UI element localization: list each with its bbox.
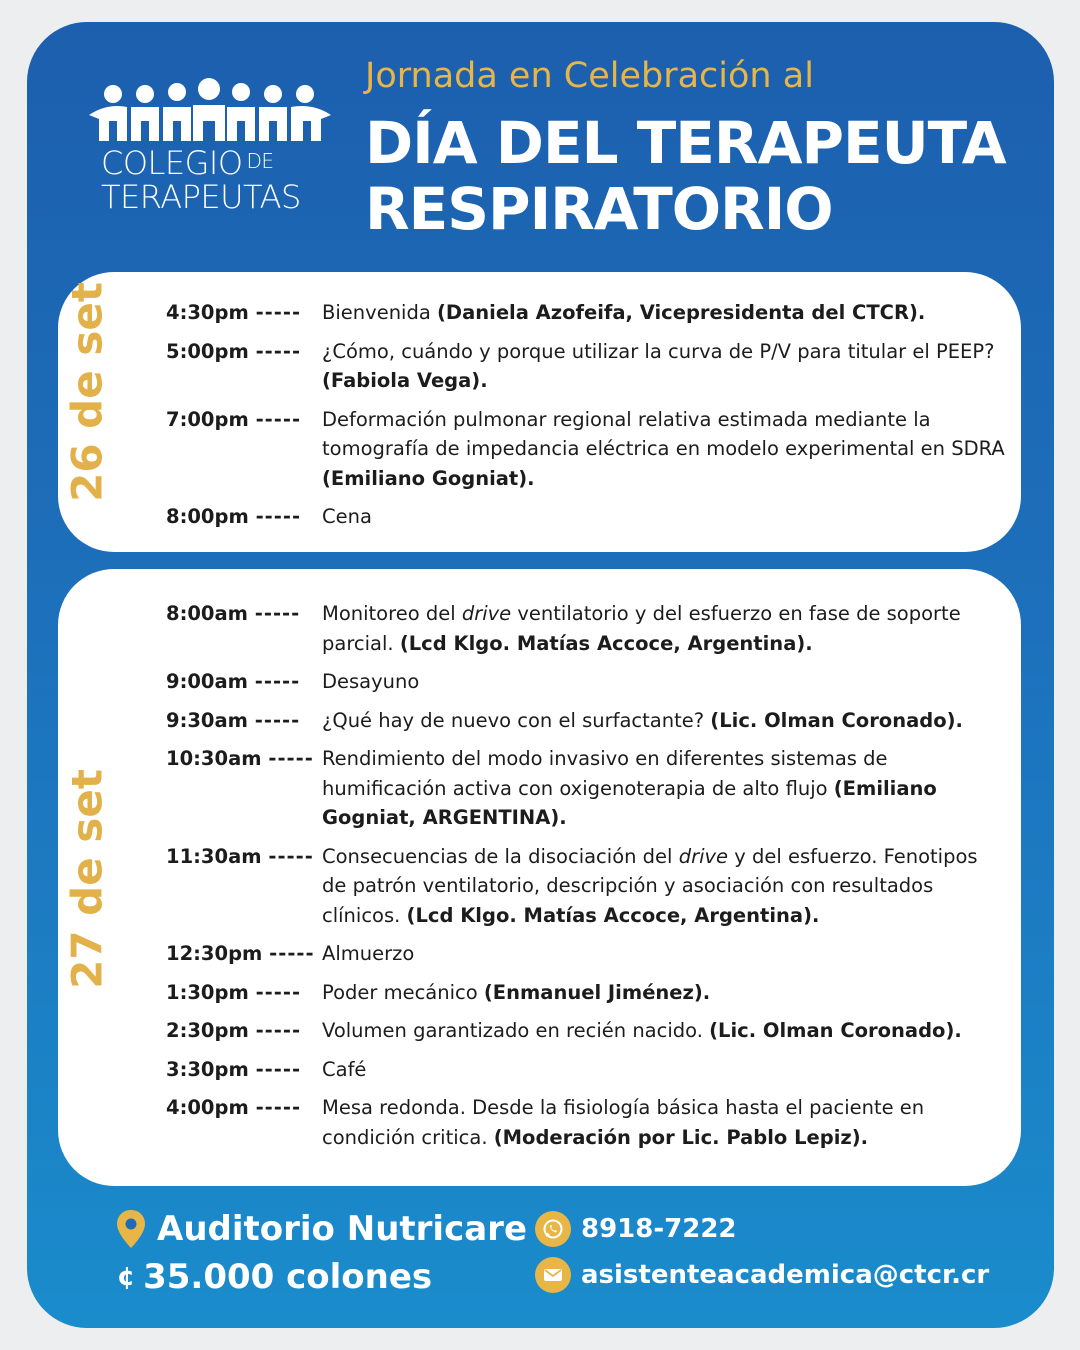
schedule-card-day-2: 27 de set 8:00am ----- Monitoreo del drive ventilatorio y del esfuerzo en fase de soporte parcial. (Lcd Klgo. Matías Accoce, Argentina). 9:00am ----- Desayuno 9:30am ----- ¿Qué hay de nuevo con el surfactante? (Lic. Olman Coronado). 10:30am ----- Rendimiento del modo invasivo en diferentes sistemas de humificación activa con oxigenoterapia de alto flujo (Emiliano Gogniat, ARGENTINA). 11:30am ----- Consecuencias de la disociación del drive y del esfuerzo. Fenotipos de patrón ventilatorio, descripción y asociación con resultados clínicos. (Lcd Klgo. Matías Accoce, Argentina). 12:30pm ----- Almuerzo 1:30pm ----- Poder mecánico (Enmanuel Jiménez). 2:30pm ----- Volumen garantizado en recién nacido. (Lic. Olman Coronado). 3:30pm ----- Café 4:00pm ----- Mesa redonda. Desde la fisiología básica hasta el paciente en condición critica. (Moderación por Lic. Pablo Lepiz).	[58, 569, 1021, 1186]
phone-contact[interactable]	[535, 1206, 989, 1252]
footer-contact	[535, 1206, 989, 1298]
schedule-item: 2:30pm ----- Volumen garantizado en recién nacido. (Lic. Olman Coronado).	[166, 1019, 962, 1042]
schedule-card-day-1: 26 de set 4:30pm ----- Bienvenida (Daniela Azofeifa, Vicepresidenta del CTCR). 5:00pm ----- ¿Cómo, cuándo y porque utilizar la curva de P/V para titular el PEEP? (Fabiola Vega). 7:00pm ----- Deformación pulmonar regional relativa estimada mediante la tomografía de impedancia eléctrica en modelo experimental en SDRA (Emiliano Gogniat). 8:00pm ----- Cena	[58, 272, 1021, 552]
schedule-item: 12:30pm ----- Almuerzo	[166, 942, 415, 965]
schedule-item: 3:30pm ----- Café	[166, 1057, 367, 1081]
schedule-list	[166, 599, 1006, 1152]
whatsapp-icon	[535, 1211, 571, 1247]
phone-number: 8918-7222	[581, 1214, 737, 1244]
schedule-item: 7:00pm ----- Deformación pulmonar regional relativa estimada mediante la tomografía de impedancia eléctrica en modelo experimental en SDRA (Emiliano Gogniat).	[166, 407, 1005, 490]
logo-text: COLEGIO DE TERAPEUTAS	[101, 144, 301, 216]
venue-name: Auditorio Nutricare	[157, 1209, 527, 1249]
price-value: 35.000 colones	[143, 1257, 433, 1297]
price	[115, 1254, 527, 1300]
schedule-item: 5:00pm ----- ¿Cómo, cuándo y porque utilizar la curva de P/V para titular el PEEP? (Fabiola Vega).	[166, 339, 995, 392]
schedule-item: 8:00am ----- Monitoreo del drive ventilatorio y del esfuerzo en fase de soporte parcial. (Lcd Klgo. Matías Accoce, Argentina).	[166, 602, 961, 655]
schedule-item: 10:30am ----- Rendimiento del modo invasivo en diferentes sistemas de humificación activa con oxigenoterapia de alto flujo (Emiliano Gogniat, ARGENTINA).	[166, 747, 937, 829]
email-address: asistenteacademica@ctcr.cr	[581, 1260, 990, 1290]
schedule-item: 4:30pm ----- Bienvenida (Daniela Azofeifa, Vicepresidenta del CTCR).	[166, 301, 926, 324]
schedule-item: 4:00pm ----- Mesa redonda. Desde la fisiología básica hasta el paciente en condición critica. (Moderación por Lic. Pablo Lepiz).	[166, 1096, 925, 1149]
schedule-list	[166, 298, 1006, 532]
schedule-item: 8:00pm ----- Cena	[166, 505, 372, 528]
schedule-item: 1:30pm ----- Poder mecánico (Enmanuel Jiménez).	[166, 980, 711, 1004]
schedule-item: 11:30am ----- Consecuencias de la disociación del drive y del esfuerzo. Fenotipos de patrón ventilatorio, descripción y asociación con resultados clínicos. (Lcd Klgo. Matías Accoce, Argentina).	[166, 844, 978, 927]
location-pin-icon	[115, 1209, 147, 1249]
footer-venue-price	[115, 1206, 527, 1300]
email-contact[interactable]	[535, 1252, 989, 1298]
currency-symbol: ¢	[117, 1262, 136, 1292]
schedule-item: 9:30am ----- ¿Qué hay de nuevo con el surfactante? (Lic. Olman Coronado).	[166, 708, 963, 732]
event-subtitle: Jornada en Celebración al	[365, 56, 814, 96]
poster	[27, 22, 1054, 1328]
logo	[87, 77, 337, 237]
email-icon	[535, 1257, 571, 1293]
event-title	[365, 110, 1006, 242]
venue	[115, 1206, 527, 1252]
schedule-item: 9:00am ----- Desayuno	[166, 670, 420, 693]
title-line-1: DÍA DEL TERAPEUTA	[365, 109, 1006, 177]
title-line-2: RESPIRATORIO	[365, 175, 833, 243]
